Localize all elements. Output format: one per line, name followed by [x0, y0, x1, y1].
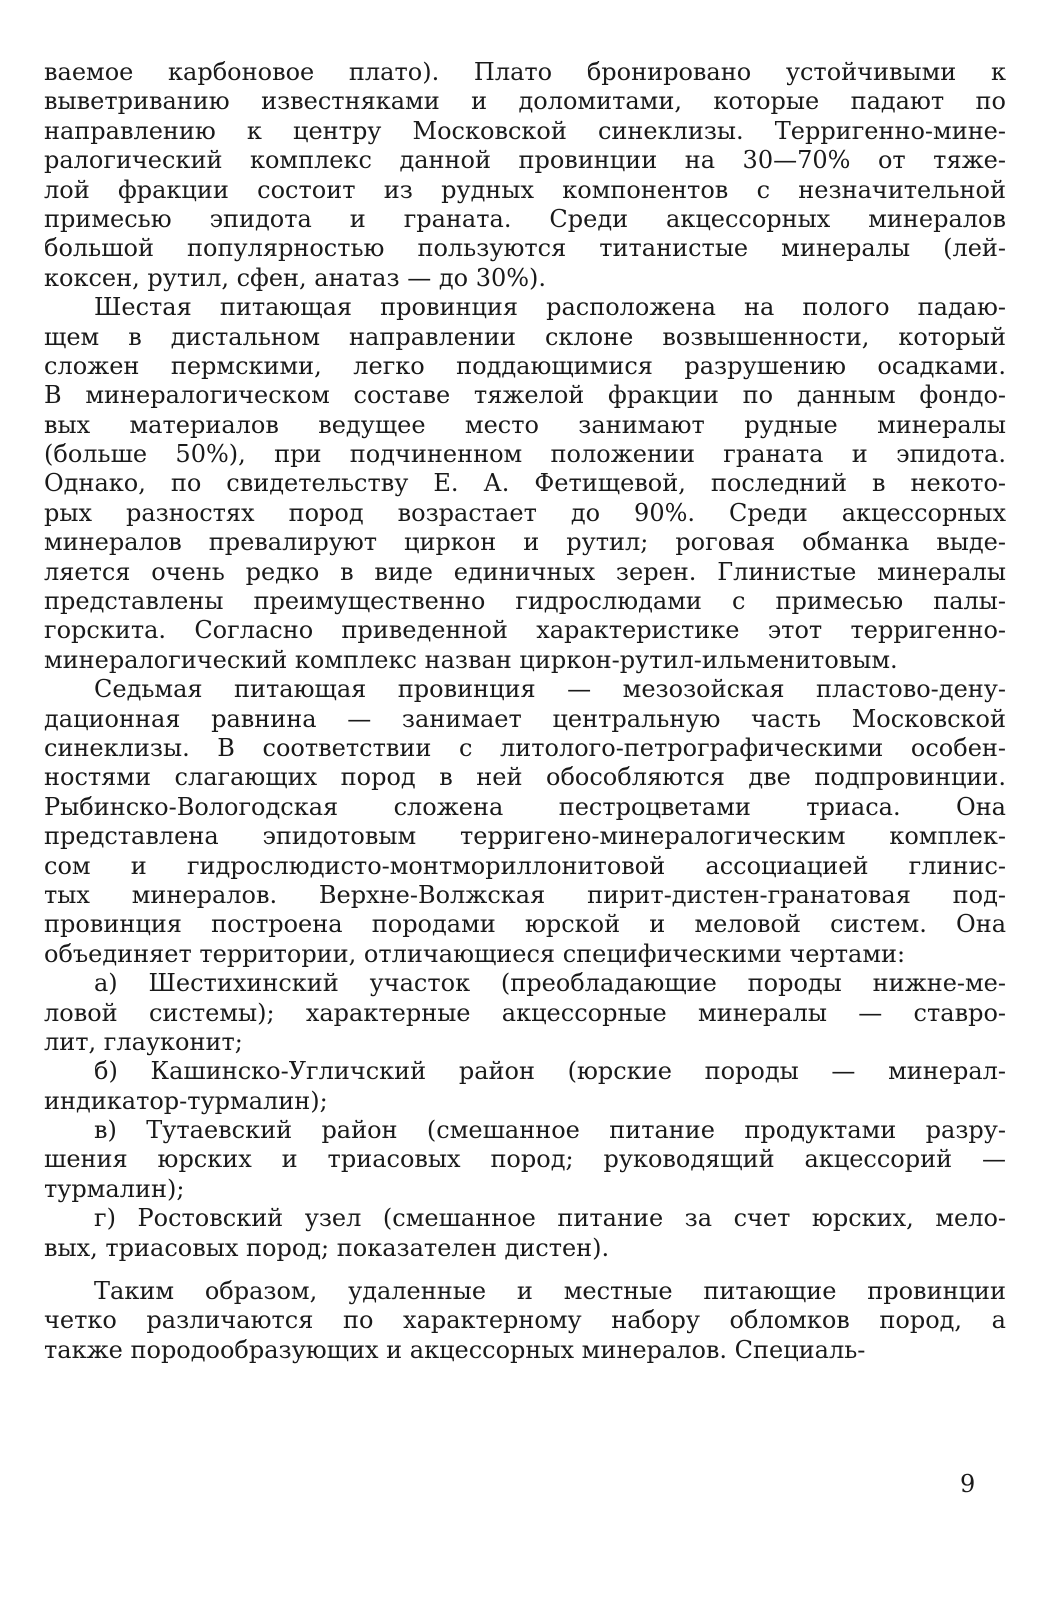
text-line: Таким образом, удаленные и местные питающие провинции: [94, 1277, 1006, 1306]
text-line: (больше 50%), при подчиненном положении граната и эпидота.: [44, 440, 1006, 469]
text-line: тых минералов. Верхне-Волжская пирит-дистен-гранатовая под-: [44, 880, 1006, 909]
paragraph: [44, 969, 1006, 1057]
text-line: выветриванию известняками и доломитами, которые падают по: [44, 87, 1006, 116]
text-line: шения юрских и триасовых пород; руководящий акцессорий —: [44, 1145, 1006, 1174]
text-line: щем в дистальном направлении склоне возвышенности, который: [44, 322, 1006, 351]
paragraph: [44, 675, 1006, 969]
paragraph: [44, 293, 1006, 675]
text-line: Однако, по свидетельству Е. А. Фетищевой, последний в некото-: [44, 469, 1006, 498]
text-line: ралогический комплекс данной провинции на 30—70% от тяже-: [44, 146, 1006, 175]
text-line: дационная равнина — занимает центральную часть Московской: [44, 704, 1006, 733]
text-line: Рыбинско-Вологодская сложена пестроцветами триаса. Она: [44, 792, 1006, 821]
paragraph-gap: [44, 1263, 1006, 1277]
paragraph: [44, 58, 1006, 293]
text-line: горскита. Согласно приведенной характеристике этот терригенно-: [44, 616, 1006, 645]
text-line: ностями слагающих пород в ней обособляются две подпровинции.: [44, 763, 1006, 792]
paragraph: [44, 1277, 1006, 1365]
paragraph: [44, 1204, 1006, 1263]
text-line: минералов превалируют циркон и рутил; роговая обманка выде-: [44, 528, 1006, 557]
text-line: индикатор-турмалин);: [44, 1086, 328, 1115]
text-line: ляется очень редко в виде единичных зерен. Глинистые минералы: [44, 557, 1006, 586]
text-line: также породообразующих и акцессорных минералов. Специаль-: [44, 1335, 866, 1364]
text-line: минералогический комплекс назван циркон-рутил-ильменитовым.: [44, 645, 898, 674]
text-line: лой фракции состоит из рудных компонентов с незначительной: [44, 175, 1006, 204]
paragraph: [44, 1057, 1006, 1116]
page-number: 9: [960, 1470, 976, 1498]
text-line: ловой системы); характерные акцессорные минералы — ставро-: [44, 998, 1006, 1027]
text-line: примесью эпидота и граната. Среди акцессорных минералов: [44, 204, 1006, 233]
text-line: провинция построена породами юрской и меловой систем. Она: [44, 910, 1006, 939]
text-line: в) Тутаевский район (смешанное питание продуктами разру-: [94, 1116, 1006, 1145]
text-line: вых, триасовых пород; показателен дистен).: [44, 1233, 610, 1262]
text-line: представлены преимущественно гидрослюдами с примесью палы-: [44, 587, 1006, 616]
text-line: коксен, рутил, сфен, анатаз — до 30%).: [44, 263, 547, 292]
text-line: представлена эпидотовым терригено-минералогическим комплек-: [44, 822, 1006, 851]
text-line: четко различаются по характерному набору обломков пород, а: [44, 1306, 1006, 1335]
text-line: а) Шестихинский участок (преобладающие породы нижне-ме-: [94, 969, 1006, 998]
text-line: г) Ростовский узел (смешанное питание за счет юрских, мело-: [94, 1204, 1006, 1233]
text-line: рых разностях пород возрастает до 90%. Среди акцессорных: [44, 498, 1006, 527]
text-line: сложен пермскими, легко поддающимися разрушению осадками.: [44, 351, 1006, 380]
text-line: вых материалов ведущее место занимают рудные минералы: [44, 410, 1006, 439]
text-line: сом и гидрослюдисто-монтмориллонитовой ассоциацией глинис-: [44, 851, 1006, 880]
text-line: направлению к центру Московской синеклизы. Терригенно-мине-: [44, 116, 1006, 145]
text-line: большой популярностью пользуются титанистые минералы (лей-: [44, 234, 1006, 263]
text-line: б) Кашинско-Угличский район (юрские породы — минерал-: [94, 1057, 1006, 1086]
text-line: синеклизы. В соответствии с литолого-петрографическими особен-: [44, 733, 1006, 762]
text-line: объединяет территории, отличающиеся специфическими чертами:: [44, 939, 906, 968]
paragraph: [44, 1116, 1006, 1204]
text-line: турмалин);: [44, 1174, 185, 1203]
text-line: Шестая питающая провинция расположена на полого падаю-: [94, 293, 1006, 322]
text-line: Седьмая питающая провинция — мезозойская пластово-дену-: [94, 675, 1006, 704]
text-line: лит, глауконит;: [44, 1027, 243, 1056]
text-line: ваемое карбоновое плато). Плато бронировано устойчивыми к: [44, 58, 1006, 86]
page-body: [44, 58, 1006, 1365]
text-line: В минералогическом составе тяжелой фракции по данным фондо-: [44, 381, 1006, 410]
